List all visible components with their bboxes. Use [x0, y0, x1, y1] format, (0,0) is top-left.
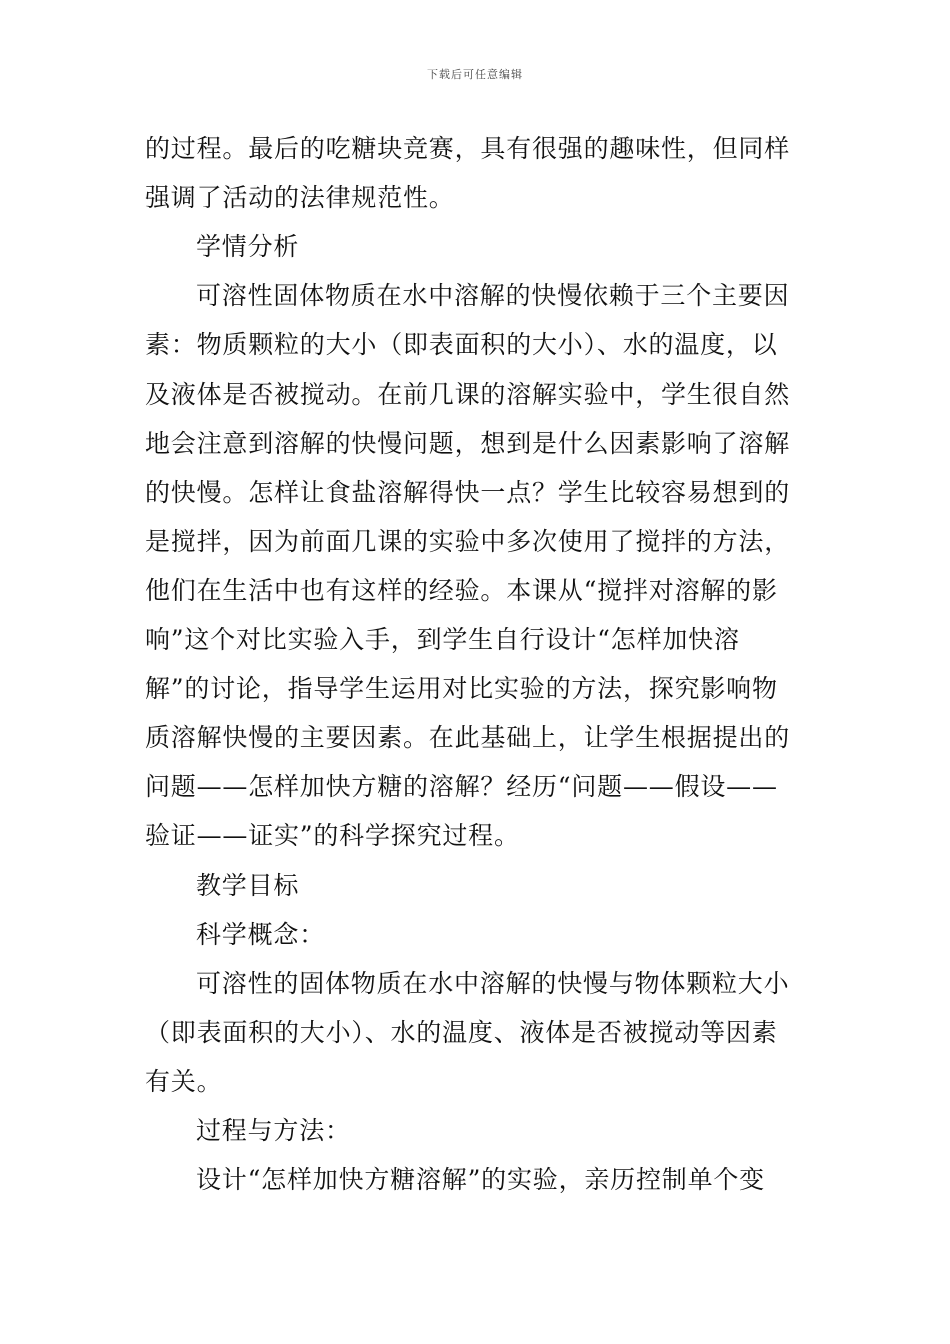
- subsection-heading: 过程与方法：: [196, 1116, 351, 1145]
- text-line: （即表面积的大小）、水的温度、液体是否被搅动等因素: [145, 1017, 778, 1047]
- subsection-heading: 科学概念：: [196, 919, 326, 949]
- section-heading: 学情分析: [196, 232, 300, 262]
- text-line: 解”的讨论，指导学生运用对比实验的方法，探究影响物: [145, 674, 778, 704]
- section-heading: 教学目标: [196, 870, 300, 900]
- text-line: 问题——怎样加快方糖的溶解？经历“问题——假设——: [145, 772, 778, 802]
- text-line: 有关。: [145, 1066, 223, 1096]
- text-line: 及液体是否被搅动。在前几课的溶解实验中，学生很自然: [145, 379, 791, 409]
- page-header: 下载后可任意编辑: [427, 68, 523, 81]
- text-line: 素：物质颗粒的大小（即表面积的大小）、水的温度，以: [145, 330, 778, 360]
- text-line: 可溶性固体物质在水中溶解的快慢依赖于三个主要因: [196, 281, 790, 311]
- text-line: 地会注意到溶解的快慢问题，想到是什么因素影响了溶解: [145, 428, 791, 458]
- text-line: 验证——证实”的科学探究过程。: [145, 821, 520, 851]
- text-line: 强调了活动的法律规范性。: [145, 183, 455, 213]
- text-line: 响”这个对比实验入手，到学生自行设计“怎样加快溶: [145, 625, 740, 654]
- text-line: 他们在生活中也有这样的经验。本课从“搅拌对溶解的影: [145, 575, 778, 605]
- text-line: 是搅拌，因为前面几课的实验中多次使用了搅拌的方法，: [145, 526, 791, 556]
- text-line: 设计“怎样加快方糖溶解”的实验，亲历控制单个变: [196, 1165, 765, 1195]
- text-line: 的快慢。怎样让食盐溶解得快一点？学生比较容易想到的: [145, 477, 791, 507]
- text-line: 可溶性的固体物质在水中溶解的快慢与物体颗粒大小: [196, 968, 790, 998]
- text-line: 的过程。最后的吃糖块竞赛，具有很强的趣味性，但同样: [145, 134, 791, 163]
- text-line: 质溶解快慢的主要因素。在此基础上，让学生根据提出的: [145, 723, 791, 753]
